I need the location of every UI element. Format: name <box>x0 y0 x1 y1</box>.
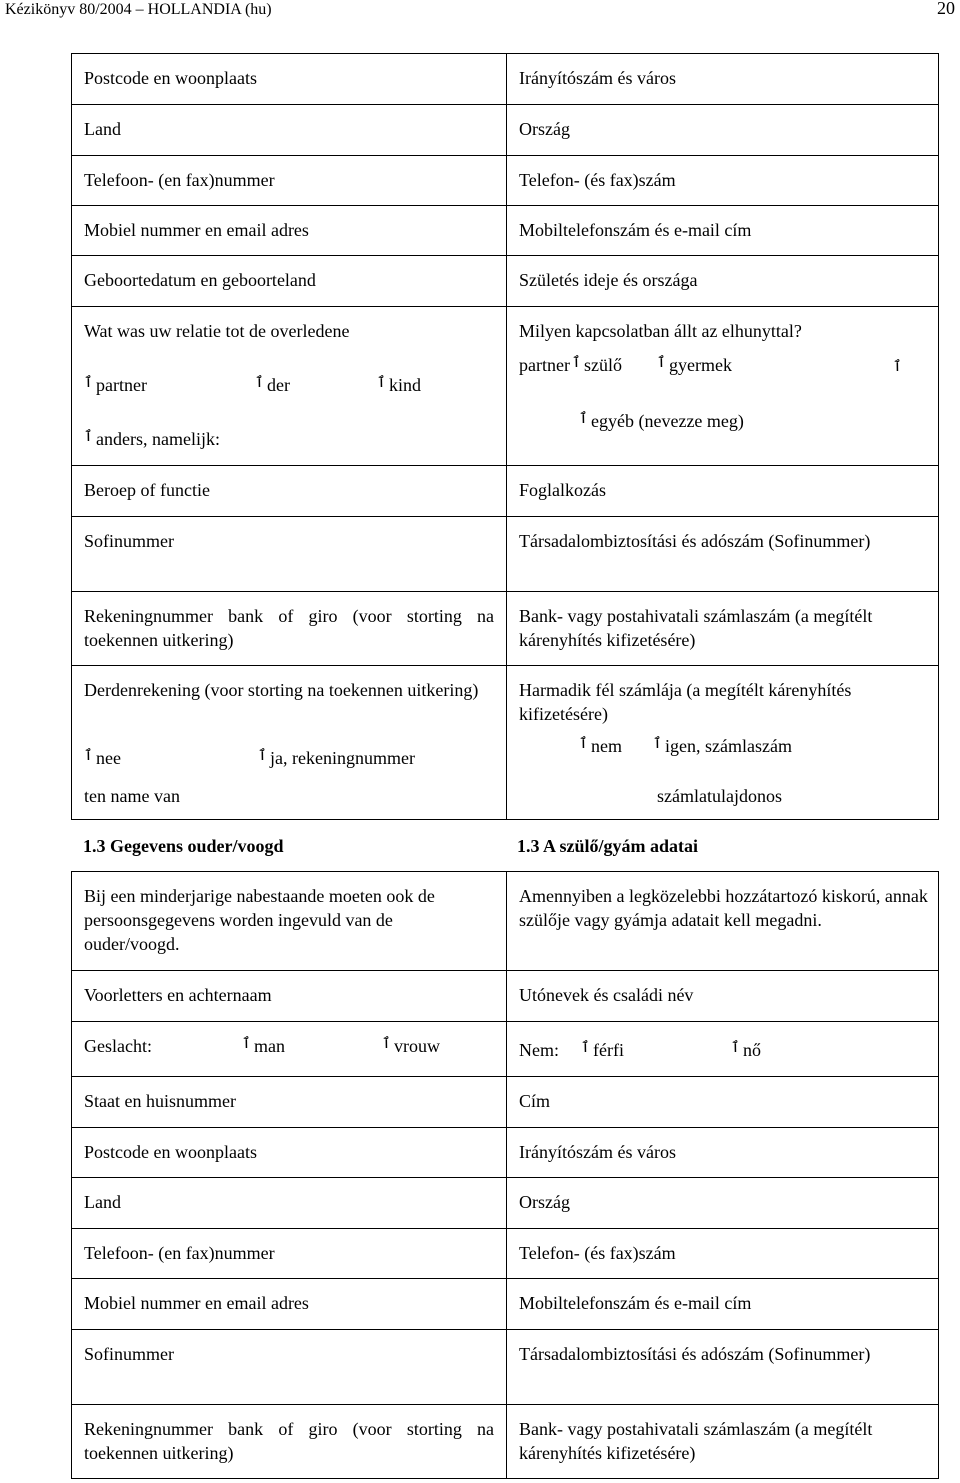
checkbox-icon: ٱ <box>571 355 581 371</box>
form-row-address <box>71 1076 939 1128</box>
intro-nl: Bij een minderjarige nabestaande moeten ook de persoonsgegevens worden ingevuld van de ouder/voogd. <box>84 886 435 954</box>
hu-label: Telefon- (és fax)szám <box>506 156 940 205</box>
nl-label: Postcode en woonplaats <box>84 1142 257 1162</box>
hu-label: Születés ideje és országa <box>506 256 940 306</box>
checkbox-icon: ٱ <box>255 375 264 391</box>
checkbox-other[interactable]: ٱ anders, namelijk: <box>84 427 220 453</box>
relation-question-hu: Milyen kapcsolatban állt az elhunyttal? <box>519 321 802 341</box>
form-row-relation <box>71 306 939 466</box>
checkbox-icon: ٱ <box>382 1036 391 1052</box>
checkbox-partner[interactable]: ٱ partner <box>84 373 147 399</box>
holder-label-nl: ten name van <box>84 786 180 806</box>
nl-label: Mobiel nummer en email adres <box>84 220 309 240</box>
form-row-land-2 <box>71 1177 939 1229</box>
checkbox-female-hu[interactable]: ٱ nő <box>731 1038 761 1064</box>
checkbox-child-hu[interactable]: ٱ gyermek <box>657 353 732 379</box>
holder-label-hu: számlatulajdonos <box>657 786 782 806</box>
form-row-phone <box>71 155 939 206</box>
relation-question-nl: Wat was uw relatie tot de overledene <box>84 321 350 341</box>
form-row-land <box>71 104 939 156</box>
section-title-nl: 1.3 Gegevens ouder/voogd <box>83 836 284 856</box>
checkbox-icon: ٱ <box>84 748 93 764</box>
checkbox-male[interactable]: ٱ man <box>242 1034 285 1060</box>
third-party-question-nl: Derdenrekening (voor storting na toekennen uitkering) <box>84 680 479 700</box>
document-header: Kézikönyv 80/2004 – HOLLANDIA (hu) <box>5 1 272 18</box>
form-row-sofinummer <box>71 516 939 592</box>
hu-label: Bank- vagy postahivatali számlaszám (a megítélt kárenyhítés kifizetésére) <box>506 1405 940 1478</box>
hu-label: Mobiltelefonszám és e-mail cím <box>506 1279 940 1329</box>
form-row-name <box>71 970 939 1022</box>
gender-label-nl: Geslacht: <box>84 1036 152 1056</box>
hu-label: Foglalkozás <box>506 466 940 516</box>
form-row-birth <box>71 255 939 307</box>
form-row-postcode-2 <box>71 1127 939 1178</box>
checkbox-icon: ٱ <box>84 429 93 445</box>
checkbox-icon: ٱ <box>581 1040 590 1056</box>
checkbox-icon[interactable]: ٱ <box>893 359 902 375</box>
checkbox-child[interactable]: ٱ kind <box>377 373 421 399</box>
nl-label: Telefoon- (en fax)nummer <box>84 1243 275 1263</box>
checkbox-no[interactable]: ٱ nee <box>84 746 121 772</box>
nl-label: Staat en huisnummer <box>84 1091 236 1111</box>
checkbox-other-hu[interactable]: ٱ egyéb (nevezze meg) <box>579 409 744 435</box>
nl-label: Telefoon- (en fax)nummer <box>84 170 275 190</box>
form-row-intro <box>71 871 939 971</box>
form-row-mobile <box>71 205 939 256</box>
nl-label: Postcode en woonplaats <box>84 68 257 88</box>
hu-label: Irányítószám és város <box>506 54 940 104</box>
checkbox-yes[interactable]: ٱ ja, rekeningnummer <box>258 746 415 772</box>
form-row-bank-2 <box>71 1404 939 1479</box>
checkbox-parent[interactable]: ٱ der <box>255 373 290 399</box>
hu-label: Cím <box>506 1077 940 1127</box>
form-row-phone-2 <box>71 1228 939 1279</box>
checkbox-icon: ٱ <box>579 411 588 427</box>
checkbox-icon: ٱ <box>653 736 662 752</box>
checkbox-yes-hu[interactable]: ٱ igen, számlaszám <box>653 734 792 760</box>
third-party-question-hu: Harmadik fél számlája (a megítélt kárenyhítés kifizetésére) <box>519 680 852 724</box>
section-title-hu: 1.3 A szülő/gyám adatai <box>517 836 699 856</box>
checkbox-icon: ٱ <box>258 748 267 764</box>
nl-label: Sofinummer <box>84 531 174 551</box>
checkbox-icon: ٱ <box>731 1040 740 1056</box>
hu-label: Társadalombiztosítási és adószám (Sofinummer) <box>506 517 940 591</box>
checkbox-icon: ٱ <box>579 736 588 752</box>
nl-label: Rekeningnummer bank of giro (voor storting na toekennen uitkering) <box>84 606 494 650</box>
checkbox-icon: ٱ <box>84 375 93 391</box>
checkbox-no-hu[interactable]: ٱ nem <box>579 734 622 760</box>
hu-label: Mobiltelefonszám és e-mail cím <box>506 206 940 255</box>
nl-label: Mobiel nummer en email adres <box>84 1293 309 1313</box>
checkbox-icon: ٱ <box>377 375 386 391</box>
checkbox-partner-hu[interactable]: partner ٱ szülő <box>519 353 622 379</box>
hu-label: Társadalombiztosítási és adószám (Sofinummer) <box>506 1330 940 1404</box>
nl-label: Voorletters en achternaam <box>84 985 272 1005</box>
checkbox-icon: ٱ <box>242 1036 251 1052</box>
nl-label: Land <box>84 119 121 139</box>
hu-label: Telefon- (és fax)szám <box>506 1229 940 1278</box>
nl-label: Rekeningnummer bank of giro (voor storting na toekennen uitkering) <box>84 1419 494 1463</box>
form-row-sofinummer-2 <box>71 1329 939 1405</box>
gender-label-hu: Nem: <box>519 1040 559 1060</box>
hu-label: Bank- vagy postahivatali számlaszám (a megítélt kárenyhítés kifizetésére) <box>506 592 940 665</box>
page-number: 20 <box>937 0 955 18</box>
nl-label: Geboortedatum en geboorteland <box>84 270 316 290</box>
section-heading <box>71 834 939 864</box>
checkbox-icon: ٱ <box>657 355 666 371</box>
form-row-bank <box>71 591 939 666</box>
form-row-mobile-2 <box>71 1278 939 1330</box>
nl-label: Beroep of functie <box>84 480 210 500</box>
form-row-postcode <box>71 53 939 105</box>
form-row-occupation <box>71 465 939 517</box>
checkbox-female[interactable]: ٱ vrouw <box>382 1034 440 1060</box>
intro-hu: Amennyiben a legközelebbi hozzátartozó kiskorú, annak szülője vagy gyámja adatait kell megadni. <box>506 872 940 970</box>
hu-label: Irányítószám és város <box>506 1128 940 1177</box>
hu-label: Utónevek és családi név <box>506 971 940 1021</box>
hu-label: Ország <box>506 105 940 155</box>
nl-label: Land <box>84 1192 121 1212</box>
form-row-third-party <box>71 665 939 820</box>
nl-label: Sofinummer <box>84 1344 174 1364</box>
form-row-gender <box>71 1021 939 1077</box>
hu-label: Ország <box>506 1178 940 1228</box>
checkbox-male-hu[interactable]: ٱ férfi <box>581 1038 624 1064</box>
